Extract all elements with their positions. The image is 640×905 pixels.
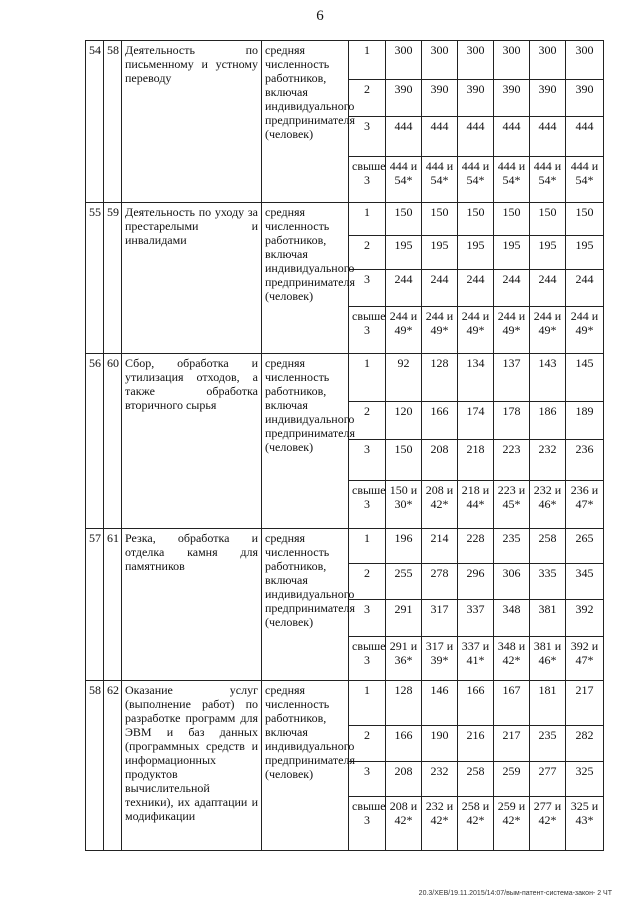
value-cell: 390: [422, 80, 458, 117]
value-cell: 444 и 54*: [494, 157, 530, 203]
value-cell: 444 и 54*: [530, 157, 566, 203]
value-cell: 189: [566, 402, 604, 440]
value-cell: 325: [566, 762, 604, 797]
value-cell: 444: [494, 117, 530, 157]
value-cell: 348 и 42*: [494, 637, 530, 681]
value-cell: 296: [458, 564, 494, 600]
value-cell: 143: [530, 354, 566, 402]
value-cell: 244 и 49*: [422, 307, 458, 354]
value-cell: 244: [458, 270, 494, 307]
value-cell: 244 и 49*: [494, 307, 530, 354]
row-number: 57: [86, 529, 104, 681]
value-cell: 235: [530, 726, 566, 762]
value-cell: 235: [494, 529, 530, 564]
value-cell: 232: [422, 762, 458, 797]
value-cell: 174: [458, 402, 494, 440]
value-cell: 208: [422, 440, 458, 481]
value-cell: 265: [566, 529, 604, 564]
value-cell: 195: [494, 236, 530, 270]
footer-stamp: 20.3/ХЕВ/19.11.2015/14:07/вым-патент-система-закон- 2 ЧТ: [418, 890, 612, 897]
level-cell: свыше 3: [349, 307, 386, 354]
value-cell: 244: [422, 270, 458, 307]
value-cell: 208 и 42*: [422, 481, 458, 529]
value-cell: 128: [386, 681, 422, 726]
row-number: 58: [86, 681, 104, 851]
activity-name: Сбор, обработка и утилизация отходов, а также обработка вторичного сырья: [122, 354, 262, 529]
value-cell: 381 и 46*: [530, 637, 566, 681]
value-cell: 444: [386, 117, 422, 157]
value-cell: 166: [422, 402, 458, 440]
value-cell: 178: [494, 402, 530, 440]
value-cell: 218: [458, 440, 494, 481]
activity-name: Деятельность по письменному и устному переводу: [122, 41, 262, 203]
value-cell: 217: [566, 681, 604, 726]
indicator-cell: средняя численность работников, включая индивидуального предпринимателя (человек): [262, 681, 349, 851]
value-cell: 277 и 42*: [530, 797, 566, 851]
value-cell: 392: [566, 600, 604, 637]
patent-rates-table: [85, 40, 604, 851]
value-cell: 258: [530, 529, 566, 564]
value-cell: 282: [566, 726, 604, 762]
table-row: [86, 41, 604, 80]
value-cell: 317: [422, 600, 458, 637]
value-cell: 390: [530, 80, 566, 117]
value-cell: 444 и 54*: [566, 157, 604, 203]
activity-name: Резка, обработка и отделка камня для памятников: [122, 529, 262, 681]
value-cell: 348: [494, 600, 530, 637]
indicator-cell: средняя численность работников, включая индивидуального предпринимателя (человек): [262, 41, 349, 203]
item-number: 59: [104, 203, 122, 354]
value-cell: 195: [530, 236, 566, 270]
value-cell: 317 и 39*: [422, 637, 458, 681]
value-cell: 244 и 49*: [386, 307, 422, 354]
value-cell: 244 и 49*: [566, 307, 604, 354]
value-cell: 120: [386, 402, 422, 440]
value-cell: 150: [530, 203, 566, 236]
value-cell: 390: [566, 80, 604, 117]
level-cell: 1: [349, 354, 386, 402]
value-cell: 195: [458, 236, 494, 270]
value-cell: 166: [386, 726, 422, 762]
value-cell: 208: [386, 762, 422, 797]
level-cell: свыше 3: [349, 797, 386, 851]
value-cell: 150: [494, 203, 530, 236]
level-cell: 1: [349, 203, 386, 236]
value-cell: 232 и 42*: [422, 797, 458, 851]
value-cell: 390: [458, 80, 494, 117]
value-cell: 137: [494, 354, 530, 402]
value-cell: 190: [422, 726, 458, 762]
value-cell: 259: [494, 762, 530, 797]
value-cell: 232 и 46*: [530, 481, 566, 529]
value-cell: 337: [458, 600, 494, 637]
value-cell: 223 и 45*: [494, 481, 530, 529]
value-cell: 236: [566, 440, 604, 481]
value-cell: 166: [458, 681, 494, 726]
value-cell: 306: [494, 564, 530, 600]
value-cell: 195: [422, 236, 458, 270]
value-cell: 150: [422, 203, 458, 236]
level-cell: свыше 3: [349, 637, 386, 681]
row-number: 55: [86, 203, 104, 354]
indicator-cell: средняя численность работников, включая индивидуального предпринимателя (человек): [262, 529, 349, 681]
value-cell: 345: [566, 564, 604, 600]
value-cell: 335: [530, 564, 566, 600]
value-cell: 390: [386, 80, 422, 117]
value-cell: 186: [530, 402, 566, 440]
table-row: [86, 203, 604, 236]
activity-name: Деятельность по уходу за престарелыми и инвалидами: [122, 203, 262, 354]
item-number: 61: [104, 529, 122, 681]
value-cell: 244: [494, 270, 530, 307]
value-cell: 195: [386, 236, 422, 270]
value-cell: 181: [530, 681, 566, 726]
level-cell: 3: [349, 600, 386, 637]
value-cell: 146: [422, 681, 458, 726]
value-cell: 300: [386, 41, 422, 80]
value-cell: 255: [386, 564, 422, 600]
value-cell: 444 и 54*: [422, 157, 458, 203]
value-cell: 145: [566, 354, 604, 402]
value-cell: 150: [386, 203, 422, 236]
value-cell: 244: [530, 270, 566, 307]
value-cell: 244: [566, 270, 604, 307]
value-cell: 232: [530, 440, 566, 481]
value-cell: 300: [566, 41, 604, 80]
value-cell: 325 и 43*: [566, 797, 604, 851]
table-row: [86, 529, 604, 564]
indicator-cell: средняя численность работников, включая индивидуального предпринимателя (человек): [262, 203, 349, 354]
value-cell: 150 и 30*: [386, 481, 422, 529]
value-cell: 291: [386, 600, 422, 637]
value-cell: 300: [530, 41, 566, 80]
value-cell: 150: [566, 203, 604, 236]
level-cell: 1: [349, 529, 386, 564]
item-number: 58: [104, 41, 122, 203]
value-cell: 244: [386, 270, 422, 307]
level-cell: 3: [349, 440, 386, 481]
value-cell: 390: [494, 80, 530, 117]
value-cell: 444: [566, 117, 604, 157]
level-cell: 1: [349, 681, 386, 726]
row-number: 56: [86, 354, 104, 529]
value-cell: 196: [386, 529, 422, 564]
item-number: 62: [104, 681, 122, 851]
table-row: [86, 354, 604, 402]
value-cell: 208 и 42*: [386, 797, 422, 851]
value-cell: 216: [458, 726, 494, 762]
value-cell: 300: [458, 41, 494, 80]
item-number: 60: [104, 354, 122, 529]
value-cell: 223: [494, 440, 530, 481]
page-number: 6: [316, 8, 324, 24]
value-cell: 259 и 42*: [494, 797, 530, 851]
level-cell: 3: [349, 117, 386, 157]
value-cell: 217: [494, 726, 530, 762]
value-cell: 444: [422, 117, 458, 157]
value-cell: 92: [386, 354, 422, 402]
level-cell: свыше 3: [349, 157, 386, 203]
value-cell: 337 и 41*: [458, 637, 494, 681]
level-cell: свыше 3: [349, 481, 386, 529]
value-cell: 195: [566, 236, 604, 270]
level-cell: 2: [349, 726, 386, 762]
indicator-cell: средняя численность работников, включая индивидуального предпринимателя (человек): [262, 354, 349, 529]
value-cell: 300: [494, 41, 530, 80]
value-cell: 291 и 36*: [386, 637, 422, 681]
value-cell: 278: [422, 564, 458, 600]
value-cell: 134: [458, 354, 494, 402]
level-cell: 2: [349, 236, 386, 270]
table-row: [86, 681, 604, 726]
level-cell: 3: [349, 762, 386, 797]
value-cell: 150: [458, 203, 494, 236]
value-cell: 444 и 54*: [386, 157, 422, 203]
level-cell: 1: [349, 41, 386, 80]
value-cell: 444: [458, 117, 494, 157]
value-cell: 228: [458, 529, 494, 564]
value-cell: 244 и 49*: [458, 307, 494, 354]
value-cell: 277: [530, 762, 566, 797]
level-cell: 2: [349, 564, 386, 600]
value-cell: 444 и 54*: [458, 157, 494, 203]
value-cell: 392 и 47*: [566, 637, 604, 681]
value-cell: 218 и 44*: [458, 481, 494, 529]
value-cell: 150: [386, 440, 422, 481]
value-cell: 167: [494, 681, 530, 726]
value-cell: 300: [422, 41, 458, 80]
value-cell: 258: [458, 762, 494, 797]
activity-name: Оказание услуг (выполнение работ) по разработке программ для ЭВМ и баз данных (программных средств и информационных продуктов вычислительной техники), их адаптации и модификации: [122, 681, 262, 851]
value-cell: 214: [422, 529, 458, 564]
level-cell: 2: [349, 402, 386, 440]
value-cell: 128: [422, 354, 458, 402]
value-cell: 381: [530, 600, 566, 637]
level-cell: 2: [349, 80, 386, 117]
value-cell: 258 и 42*: [458, 797, 494, 851]
value-cell: 444: [530, 117, 566, 157]
level-cell: 3: [349, 270, 386, 307]
value-cell: 236 и 47*: [566, 481, 604, 529]
value-cell: 244 и 49*: [530, 307, 566, 354]
row-number: 54: [86, 41, 104, 203]
